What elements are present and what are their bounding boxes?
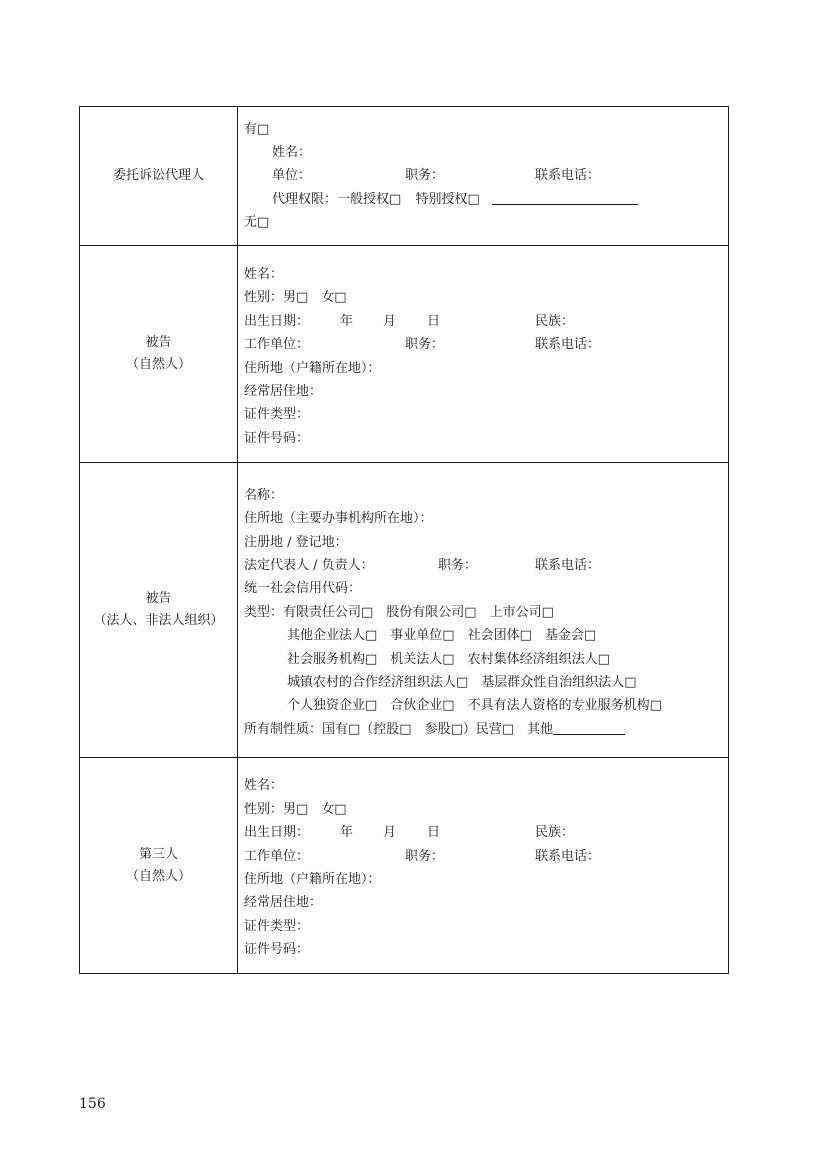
defendant-id-number-field[interactable]: 证件号码：	[244, 430, 310, 446]
third-gender-field[interactable]: 性别：男□ 女□	[244, 801, 347, 817]
org-type-row-3[interactable]: 社会服务机构□ 机关法人□ 农村集体经济组织法人□	[287, 651, 610, 667]
org-domicile-field[interactable]: 住所地（主要办事机构所在地）：	[244, 511, 433, 527]
agent-special-blank[interactable]	[492, 190, 638, 205]
defendant-id-type-field[interactable]: 证件类型：	[244, 407, 310, 423]
agent-content	[238, 107, 729, 246]
agent-label-text: 委托诉讼代理人	[112, 168, 204, 183]
page-number: 156	[79, 1096, 106, 1112]
org-type-row-5[interactable]: 个人独资企业□ 合伙企业□ 不具有法人资格的专业服务机构□	[287, 698, 662, 714]
agent-has-option[interactable]: 有□	[244, 121, 270, 137]
agent-unit-line	[244, 164, 728, 187]
defendant-name-field[interactable]: 姓名：	[244, 266, 284, 282]
third-party-content	[238, 758, 729, 974]
third-work-line	[244, 845, 728, 868]
org-legal-rep-field[interactable]: 法定代表人 / 负责人：	[244, 558, 374, 574]
third-ethnicity-field[interactable]: 民族：	[535, 825, 575, 841]
org-ownership-other-blank[interactable]	[553, 720, 625, 735]
org-ownership-options[interactable]: 所有制性质：国有□（控股□ 参股□）民营□ 其他	[244, 721, 554, 737]
defendant-person-label-title: 被告	[145, 335, 172, 350]
agent-none-option[interactable]: 无□	[244, 215, 270, 231]
third-id-number-field[interactable]: 证件号码：	[244, 942, 310, 958]
defendant-phone-field[interactable]: 联系电话：	[535, 337, 601, 353]
defendant-org-label-title: 被告	[145, 591, 172, 606]
third-name-field[interactable]: 姓名：	[244, 778, 284, 794]
third-birth-line	[244, 821, 728, 844]
org-type-row-2[interactable]: 其他企业法人□ 事业单位□ 社会团体□ 基金会□	[287, 628, 597, 644]
third-work-unit-field[interactable]: 工作单位：	[244, 848, 310, 864]
defendant-work-line	[244, 333, 728, 356]
third-position-field[interactable]: 职务：	[405, 848, 445, 864]
defendant-work-unit-field[interactable]: 工作单位：	[244, 337, 310, 353]
org-phone-field[interactable]: 联系电话：	[535, 558, 601, 574]
third-phone-field[interactable]: 联系电话：	[535, 848, 601, 864]
agent-label	[80, 107, 238, 246]
third-birth-year: 年	[340, 825, 354, 841]
agent-scope-line	[244, 188, 728, 211]
defendant-org-content	[238, 463, 729, 758]
org-registration-field[interactable]: 注册地 / 登记地：	[244, 534, 348, 550]
defendant-person-row	[80, 246, 729, 463]
agent-scope-label: 代理权限：	[272, 191, 338, 207]
defendant-org-label-type: （法人、非法人组织）	[93, 613, 224, 628]
third-party-label-type: （自然人）	[125, 868, 191, 884]
defendant-birth-month: 月	[383, 313, 397, 329]
agent-row	[80, 107, 729, 246]
org-credit-code-field[interactable]: 统一社会信用代码：	[244, 581, 362, 597]
org-ownership-line	[244, 718, 728, 741]
org-name-field[interactable]: 名称：	[244, 487, 284, 503]
defendant-residence-field[interactable]: 经常居住地：	[244, 383, 323, 399]
org-position-field[interactable]: 职务：	[438, 558, 478, 574]
defendant-ethnicity-field[interactable]: 民族：	[535, 313, 575, 329]
defendant-org-label	[80, 463, 238, 758]
org-legal-rep-line	[244, 554, 728, 577]
defendant-org-row	[80, 463, 729, 758]
defendant-birth-line	[244, 310, 728, 333]
defendant-gender-field[interactable]: 性别：男□ 女□	[244, 290, 347, 306]
defendant-person-content	[238, 246, 729, 463]
agent-special-option[interactable]: 特别授权□	[415, 191, 480, 207]
org-type-row-1[interactable]: 类型：有限责任公司□ 股份有限公司□ 上市公司□	[244, 604, 554, 620]
third-id-type-field[interactable]: 证件类型：	[244, 918, 310, 934]
third-domicile-field[interactable]: 住所地（户籍所在地）：	[244, 872, 381, 887]
third-birth-label[interactable]: 出生日期：	[244, 825, 310, 841]
defendant-position-field[interactable]: 职务：	[405, 337, 445, 353]
agent-name-field[interactable]: 姓名：	[272, 144, 312, 160]
defendant-person-label	[80, 246, 238, 463]
complaint-form-table	[79, 106, 729, 974]
defendant-person-label-type: （自然人）	[125, 357, 191, 372]
agent-position-field[interactable]: 职务：	[405, 168, 445, 184]
defendant-birth-year: 年	[340, 313, 354, 329]
third-birth-month: 月	[383, 825, 397, 841]
third-residence-field[interactable]: 经常居住地：	[244, 895, 323, 911]
agent-phone-field[interactable]: 联系电话：	[535, 168, 601, 184]
third-party-label-title: 第三人	[138, 846, 178, 862]
agent-unit-field[interactable]: 单位：	[272, 168, 312, 184]
defendant-domicile-field[interactable]: 住所地（户籍所在地）：	[244, 360, 381, 376]
agent-general-option[interactable]: 一般授权□	[337, 191, 402, 207]
third-party-label	[80, 758, 238, 974]
defendant-birth-label[interactable]: 出生日期：	[244, 313, 310, 329]
third-birth-day: 日	[427, 825, 441, 841]
defendant-birth-day: 日	[427, 313, 441, 329]
third-party-row	[80, 758, 729, 974]
org-type-row-4[interactable]: 城镇农村的合作经济组织法人□ 基层群众性自治组织法人□	[287, 674, 637, 690]
